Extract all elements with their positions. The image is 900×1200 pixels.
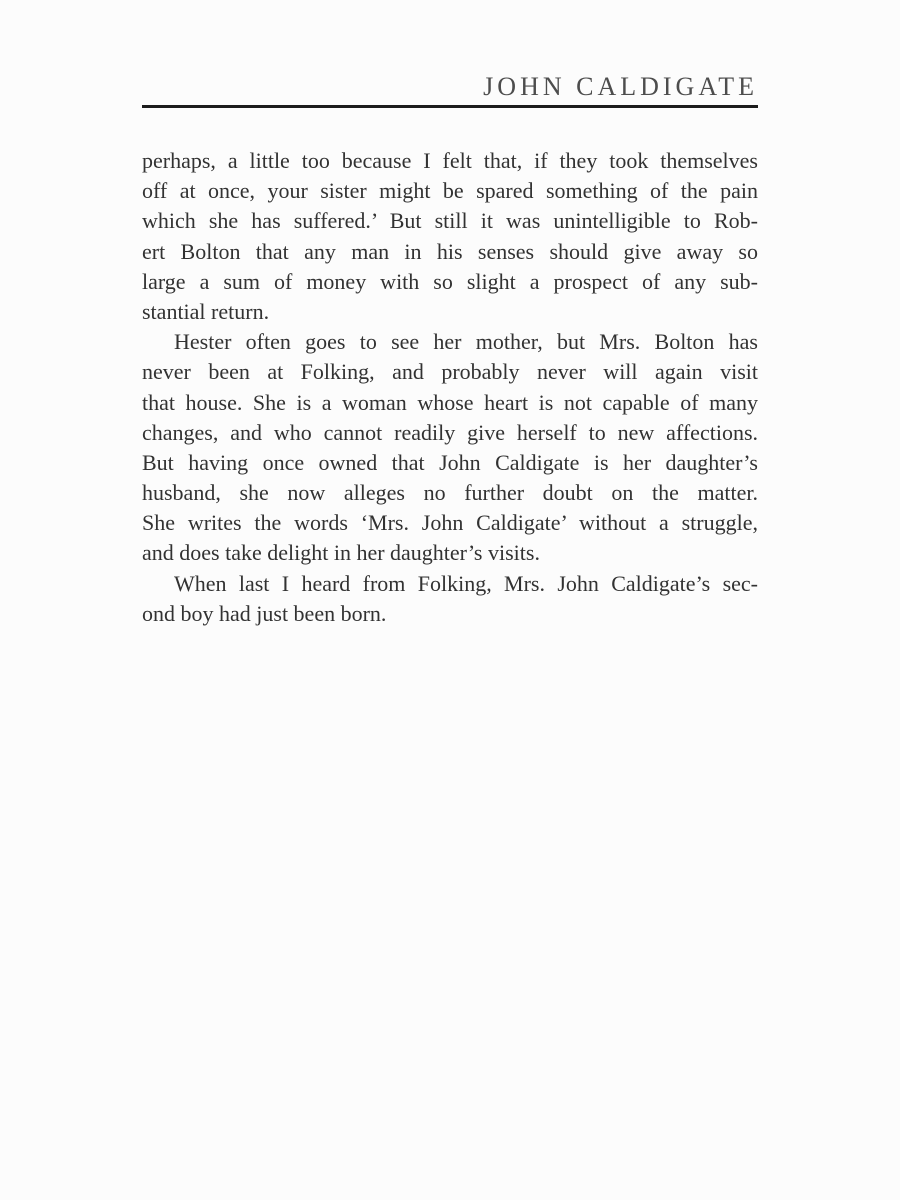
header-rule — [142, 105, 758, 108]
text-line: But having once owned that John Caldigate is her daughter’s — [142, 449, 758, 475]
text-line: She writes the words ‘Mrs. John Caldigate’ without a struggle, — [142, 510, 758, 536]
page-header — [142, 72, 758, 108]
text-line: large a sum of money with so slight a prospect of any sub- — [142, 268, 758, 294]
text-line: ert Bolton that any man in his senses should give away so — [142, 238, 758, 264]
text-line: perhaps, a little too because I felt that, if they took themselves — [142, 148, 758, 173]
paragraph — [142, 327, 758, 569]
body-text — [142, 146, 758, 629]
text-line: stantial return. — [142, 298, 270, 324]
paragraph — [142, 569, 758, 629]
paragraph — [142, 146, 758, 327]
text-line: ond boy had just been born. — [142, 600, 387, 626]
text-line: which she has suffered.’ But still it was unintelligible to Rob- — [142, 208, 758, 234]
text-line: that house. She is a woman whose heart is not capable of many — [142, 389, 758, 415]
text-line: changes, and who cannot readily give herself to new affections. — [142, 419, 758, 445]
text-line: and does take delight in her daughter’s visits. — [142, 540, 540, 566]
text-line: off at once, your sister might be spared something of the pain — [142, 178, 758, 204]
text-line: When last I heard from Folking, Mrs. John Caldigate’s sec- — [174, 570, 758, 596]
text-line: Hester often goes to see her mother, but Mrs. Bolton has — [174, 329, 758, 355]
text-line: never been at Folking, and probably never will again visit — [142, 359, 758, 385]
running-header-title: JOHN CALDIGATE — [483, 72, 758, 101]
text-line: husband, she now alleges no further doubt on the matter. — [142, 480, 758, 506]
page-content — [142, 0, 758, 629]
